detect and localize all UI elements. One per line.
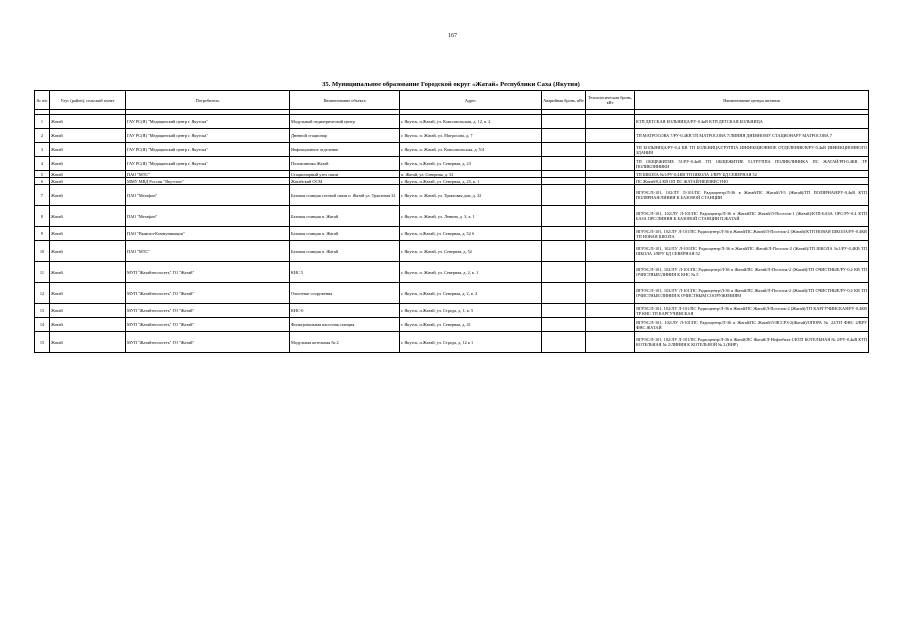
- cell-power-center: ЯГРЭС/Л-101, 102/ЛУ Л-101/ПС Радиоцентр/Л-36 в Жатай/ПС Жатай/Л-Поселок-2 (Жатай)/ТП ШКОЛА №1/РУ-0,4КВ ТП ШКОЛА 1/ВРУ БД СЕВЕРНАЯ 52: [635, 241, 869, 262]
- cell-address: г. Якутск, п.Жатай, ул. Северная, д. 41: [400, 318, 542, 332]
- cell-technological: [586, 171, 635, 178]
- cell-emergency: [542, 318, 586, 332]
- cell-num: 6: [35, 178, 50, 185]
- cell-ulus: Жатай: [50, 143, 126, 157]
- cell-ulus: Жатай: [50, 304, 126, 318]
- cell-technological: [586, 185, 635, 206]
- cell-object: КНС-6: [290, 304, 400, 318]
- cell-consumer: ММУ МВД России "Якутское": [126, 178, 290, 185]
- cell-emergency: [542, 304, 586, 318]
- cell-num: 8: [35, 206, 50, 227]
- table-row: [35, 206, 869, 227]
- cell-emergency: [542, 227, 586, 241]
- cell-object: Поликлиника Жатай: [290, 157, 400, 171]
- cell-object: Стационарный узел связи: [290, 171, 400, 178]
- cell-address: г. Якутск, п.Жатай, ул. Северная, д. 23: [400, 157, 542, 171]
- cell-object: Инфекционное отделение: [290, 143, 400, 157]
- cell-emergency: [542, 157, 586, 171]
- table-row: [35, 304, 869, 318]
- cell-num: 2: [35, 129, 50, 143]
- cell-object: Жатайский ОСМ: [290, 178, 400, 185]
- cell-consumer: ПАО "Мегафон": [126, 206, 290, 227]
- table-row: [35, 171, 869, 178]
- cell-ulus: Жатай: [50, 115, 126, 129]
- table-row: [35, 115, 869, 129]
- cell-address: г. Якутск, п. Жатай, ул. Северная, д. 2, к. 1: [400, 262, 542, 283]
- cell-emergency: [542, 262, 586, 283]
- table-row: [35, 185, 869, 206]
- header-object: Наименование объекта: [290, 91, 400, 110]
- cell-object: Дневной стационар: [290, 129, 400, 143]
- cell-technological: [586, 227, 635, 241]
- cell-power-center: ТП БОЛЬНИЦА/РУ-0,4 КВ ТП БОЛЬНИЦА/ГРУППА ИНФЕКЦИОННОЕ ОТДЕЛЕНИЕ/В/РУ-0.4кВ ИНФЕКЦИОННОГО ЗДАНИЯ: [636, 144, 867, 155]
- cell-address: г. Якутск, п. Жатай, ул. Матросова, д. 7: [400, 129, 542, 143]
- cell-address: г. Якутск, п. Жатай, ул. Комсомольская, д. 5/4: [400, 143, 542, 157]
- table-row: [35, 283, 869, 304]
- cell-consumer: МУП "Жатайтеплосеть" ГО "Жатай": [126, 262, 290, 283]
- cell-power-center: ТП ОБЩЕЖИТИЕ 51/РУ-0,4кВ ТП ОБЩЕЖИТИЕ 51/ГРУППА ПОЛИКЛИНИКА ПС ЖАТАЙ/РП-0,4КВ ТР ПОЛИКЛИНИКИ: [636, 158, 867, 169]
- header-technological: Технологическая бронь, кВт: [586, 91, 635, 110]
- cell-address: г. Якутск, п.Жатай, ул. Северная, д. 52 б: [400, 227, 542, 241]
- cell-technological: [586, 129, 635, 143]
- cell-ulus: Жатай: [50, 283, 126, 304]
- table-row: [35, 157, 869, 171]
- cell-consumer: МУП "Жатайтеплосеть" ГО "Жатай": [126, 283, 290, 304]
- cell-emergency: [542, 241, 586, 262]
- cell-num: 15: [35, 332, 50, 353]
- cell-emergency: [542, 171, 586, 178]
- cell-power-center: ЯГРЭС/Л-101, 102/ЛУ Л-101/ПС Радиоцентр/Л-36 в Жатай/ПС Жатай/Л-Поселок-2 (Жатай)/ТП КАРГУЧИНСКАЯ/РУ-0,4КВ ТР КНС ТП КАРГУЧИНСКАЯ: [636, 305, 867, 316]
- cell-ulus: Жатай: [50, 206, 126, 227]
- cell-power-center: ЯГРЭС/Л-101, 102/ЛУ Л-101/ПС Радиоцентр/Л-36 в Жатай/ПС Жатай/Л-Поселок-2 (Жатай)/КТП НОВАЯ ШКОЛА/РУ-0.4КВ ТП НОВАЯ ШКОЛА: [636, 228, 867, 239]
- cell-consumer: МУП "Жатайтеплосеть" ГО "Жатай": [126, 332, 290, 353]
- cell-consumer: ПАО "Вымпел-Коммуникации": [126, 227, 290, 241]
- cell-power-center: ЯГРЭС/Л-101, 102/ЛУ Л-101/ПС Радиоцентр/Л-36 в Жатай/ПС Жатай/Л-Поселок-2 (Жатай)/ТП ОЧИСТНЫЕ/РУ-0,4 КВ ТП ОЧИСТНЫЕ/ЛИНИЯ К ОЧИСТНЫМ СООРУЖЕНИЯМ: [635, 283, 869, 304]
- header-num: № п/п: [35, 91, 50, 110]
- cell-power-center: КТП ДЕТСКАЯ БОЛЬНИЦА/РУ-0.4кВ КТП ДЕТСКАЯ БОЛЬНИЦА: [635, 115, 869, 129]
- cell-technological: [586, 318, 635, 332]
- header-emergency: Аварийная бронь, кВт: [542, 91, 586, 110]
- table-row: [35, 318, 869, 332]
- cell-technological: [586, 206, 635, 227]
- cell-object: Очистные сооружения: [290, 283, 400, 304]
- table-row: [35, 332, 869, 353]
- cell-power-center: ПС Жатай/0,4 КВ ОП ПС ЖАТАЙ/НЕИЗВЕСТНО: [635, 178, 869, 185]
- document-title: 35. Муниципальное образование Городской округ «Жатай» Республики Саха (Якутия): [322, 81, 580, 88]
- cell-address: п. Жатай, ул. Северная, д. 52: [400, 171, 542, 178]
- cell-num: 12: [35, 283, 50, 304]
- table-row: [35, 241, 869, 262]
- cell-consumer: ПАО "МТС": [126, 241, 290, 262]
- header-address: Адрес: [400, 91, 542, 110]
- cell-emergency: [542, 332, 586, 353]
- cell-technological: [586, 241, 635, 262]
- cell-address: г. Якутск, п.Жатай, ул. Комсомольская, д. 12, к. 2: [400, 115, 542, 129]
- cell-power-center: ЯГРЭС/Л-101, 102/ЛУ Л-101/ПС Радиоцентр/Л-36 в Жатай/ПС Жатай/Л-ЯССРЗ-2(Жатай)/ОПОРА № 22/ТП ФНС 2/ВРУ ФНС ЖАТАЙ: [636, 319, 867, 330]
- cell-ulus: Жатай: [50, 178, 126, 185]
- cell-emergency: [542, 178, 586, 185]
- cell-num: 9: [35, 227, 50, 241]
- cell-ulus: Жатай: [50, 318, 126, 332]
- cell-power-center: ЯГРЭС/Л-101, 102/ЛУ Л-101/ПС Радиоцентр/Л-36 в Жатай/ПС Жатай/Л-5 (Жатай)/ТП ПОЛЯРНАЯ/РУ-0,4кВ КТП ПОЛЯРНАЯ/ЛИНИЯ К БАЗОВОЙ СТАНЦИИ: [635, 185, 869, 206]
- cell-consumer: МУП "Жатайтеплосеть" ГО "Жатай": [126, 318, 290, 332]
- header-power-center: Наименование центра питания: [635, 91, 869, 110]
- cell-ulus: Жатай: [50, 262, 126, 283]
- cell-num: 13: [35, 304, 50, 318]
- cell-num: 3: [35, 143, 50, 157]
- table-header-row: [35, 91, 869, 110]
- table-body: [35, 115, 869, 353]
- cell-address: г. Якутск, п. Жатай, ул. Трактовая дом, д. 32: [400, 185, 542, 206]
- cell-object: Базовая станция сотовой связи п. Жатай ул. Трактовая 32: [290, 185, 400, 206]
- cell-num: 10: [35, 241, 50, 262]
- cell-ulus: Жатай: [50, 129, 126, 143]
- cell-object: Модульный педиатрический центр: [290, 115, 400, 129]
- cell-emergency: [542, 115, 586, 129]
- cell-num: 14: [35, 318, 50, 332]
- cell-num: 7: [35, 185, 50, 206]
- header-consumer: Потребитель: [126, 91, 290, 110]
- cell-power-center: ТП ШКОЛА №1/РУ-0,4КВ ТП ШКОЛА 1/ВРУ БД СЕВЕРНАЯ 52: [635, 171, 869, 178]
- header-ulus: Улус (район), сельский пункт: [50, 91, 126, 110]
- cell-technological: [586, 332, 635, 353]
- cell-num: 4: [35, 157, 50, 171]
- cell-emergency: [542, 206, 586, 227]
- cell-address: г. Якутск, п.Жатай, ул. Строда, д. 12 к 1: [400, 332, 542, 353]
- cell-consumer: МУП "Жатайтеплосеть" ГО "Жатай": [126, 304, 290, 318]
- cell-consumer: ПАО "МТС": [126, 171, 290, 178]
- cell-consumer: ГАУ РС(Я) "Медицинский центр г. Якутска": [126, 143, 290, 157]
- cell-ulus: Жатай: [50, 157, 126, 171]
- cell-ulus: Жатай: [50, 332, 126, 353]
- table-row: [35, 262, 869, 283]
- cell-technological: [586, 178, 635, 185]
- cell-address: г. Якутск, п.Жатай, ул. Строда, д. 1, к. 5: [400, 304, 542, 318]
- table-row: [35, 129, 869, 143]
- cell-num: 11: [35, 262, 50, 283]
- cell-consumer: ПАО "Мегафон": [126, 185, 290, 206]
- cell-address: г. Якутск, п. Жатай, ул. Ленина, д. 3, к. 1: [400, 206, 542, 227]
- cell-power-center: ТП МАТРОСОВА 7/РУ-0,4КВ ТП МАТРОСОВА 7/ЛИНИЯ ДНЕВНОМУ СТАЦИОНАРУ МАТРОСОВА 7: [635, 129, 869, 143]
- consumers-table: [34, 90, 869, 353]
- cell-technological: [586, 283, 635, 304]
- cell-emergency: [542, 185, 586, 206]
- cell-object: Базовая станция п. Жатай: [290, 227, 400, 241]
- cell-object: Модульная котельная № 2: [290, 332, 400, 353]
- cell-power-center: ЯГРЭС/Л-101, 102/ЛУ Л-101/ПС Радиоцентр/Л-36 в Жатай/ПС Жатай/Л-Поселок-2 (Жатай)/ТП ОЧИСТНЫЕ/РУ-0,4 КВ ТП ОЧИСТНЫЕ/ЛИНИЯ К КНС № 5: [635, 262, 869, 283]
- cell-emergency: [542, 129, 586, 143]
- cell-object: Базовая станция п. Жатай: [290, 206, 400, 227]
- cell-consumer: ГАУ РС(Я) "Медицинский центр г. Якутска": [126, 129, 290, 143]
- cell-emergency: [542, 283, 586, 304]
- cell-address: г. Якутск, п.Жатай, ул. Северная, д. 2, к. 2: [400, 283, 542, 304]
- cell-technological: [586, 143, 635, 157]
- cell-power-center: ЯГРЭС/Л-101, 102/ЛУ Л-101/ПС Радиоцентр/Л-36 в Жатай/ПС Жатай/Л-Нефтебаза-1/КТП КОТЕЛЬНАЯ № 2/РУ-0,4кВ КТП КОТЕЛЬНАЯ № 2/ЛИНИЯ К КОТЕЛЬНОЙ № 2 (ВНР): [635, 332, 869, 353]
- table-row: [35, 227, 869, 241]
- table-row: [35, 143, 869, 157]
- cell-object: Фильтровальная насосная станция: [290, 318, 400, 332]
- cell-ulus: Жатай: [50, 241, 126, 262]
- cell-technological: [586, 262, 635, 283]
- cell-consumer: ГАУ РС(Я) "Медицинский центр г. Якутска": [126, 115, 290, 129]
- cell-emergency: [542, 143, 586, 157]
- cell-object: Базовая станция п. Жатай: [290, 241, 400, 262]
- page-number: 167: [448, 33, 457, 39]
- cell-object: КНС 5: [290, 262, 400, 283]
- cell-consumer: ГАУ РС(Я) "Медицинский центр г. Якутска": [126, 157, 290, 171]
- cell-ulus: Жатай: [50, 227, 126, 241]
- cell-technological: [586, 157, 635, 171]
- cell-address: г. Якутск, п.Жатай, ул. Северная, д. 25, к. 1: [400, 178, 542, 185]
- cell-num: 1: [35, 115, 50, 129]
- cell-technological: [586, 115, 635, 129]
- cell-technological: [586, 304, 635, 318]
- cell-address: г. Якутск, п. Жатай, ул. Северная, д. 52: [400, 241, 542, 262]
- cell-power-center: ЯГРЭС/Л-101, 102/ЛУ Л-101/ПС Радиоцентр/Л-36 в Жатай/ПС Жатай/Л-Поселок-1 (Жатай)/КТП-БАЗА ОРС/РУ-0.4 КТП БАЗА ОРС/ЛИНИЯ К БАЗОВОЙ СТАНЦИИ П.ЖАТАЙ: [635, 206, 869, 227]
- cell-ulus: Жатай: [50, 185, 126, 206]
- table-row: [35, 178, 869, 185]
- cell-num: 5: [35, 171, 50, 178]
- cell-ulus: Жатай: [50, 171, 126, 178]
